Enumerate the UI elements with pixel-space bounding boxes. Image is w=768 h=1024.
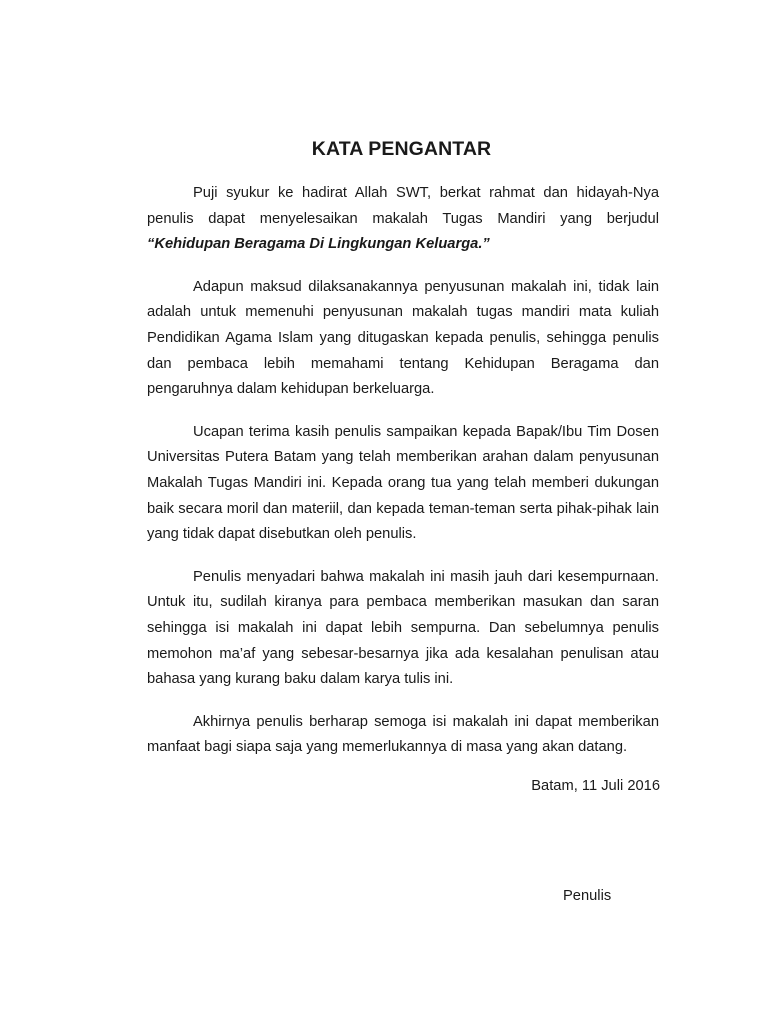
- author-signature: Penulis: [563, 888, 612, 904]
- paper-title-emphasis: “Kehidupan Beragama Di Lingkungan Keluarga.”: [147, 236, 490, 253]
- paragraph-opening: [147, 181, 659, 258]
- place-date: Batam, 11 Juli 2016: [531, 778, 660, 794]
- paragraph-purpose: Adapun maksud dilaksanakannya penyusunan makalah ini, tidak lain adalah untuk memenuhi penyusunan makalah tugas mandiri mata kuliah Pendidikan Agama Islam yang ditugaskan kepada penulis, sehingga penulis dan pembaca lebih memahami tentang Kehidupan Beragama dan pengaruhnya dalam kehidupan berkeluarga.: [147, 278, 659, 398]
- document-body: [147, 181, 659, 778]
- paragraph-opening-text: Puji syukur ke hadirat Allah SWT, berkat rahmat dan hidayah-Nya penulis dapat menyelesaikan makalah Tugas Mandiri yang berjudul: [147, 185, 659, 227]
- paragraph-acknowledgement: Ucapan terima kasih penulis sampaikan kepada Bapak/Ibu Tim Dosen Universitas Putera Batam yang telah memberikan arahan dalam penyusunan Makalah Tugas Mandiri ini. Kepada orang tua yang telah memberi dukungan baik secara moril dan materiil, dan kepada teman-teman serta pihak-pihak lain yang tidak dapat disebutkan oleh penulis.: [147, 423, 659, 543]
- paragraph-closing: Akhirnya penulis berharap semoga isi makalah ini dapat memberikan manfaat bagi siapa saja yang memerlukannya di masa yang akan datang.: [147, 713, 659, 756]
- paragraph-apology: Penulis menyadari bahwa makalah ini masih jauh dari kesempurnaan. Untuk itu, sudilah kiranya para pembaca memberikan masukan dan saran sehingga isi makalah ini dapat lebih sempurna. Dan sebelumnya penulis memohon ma’af yang sebesar-besarnya jika ada kesalahan penulisan atau bahasa yang kurang baku dalam karya tulis ini.: [147, 568, 659, 688]
- page-title: KATA PENGANTAR: [311, 138, 492, 160]
